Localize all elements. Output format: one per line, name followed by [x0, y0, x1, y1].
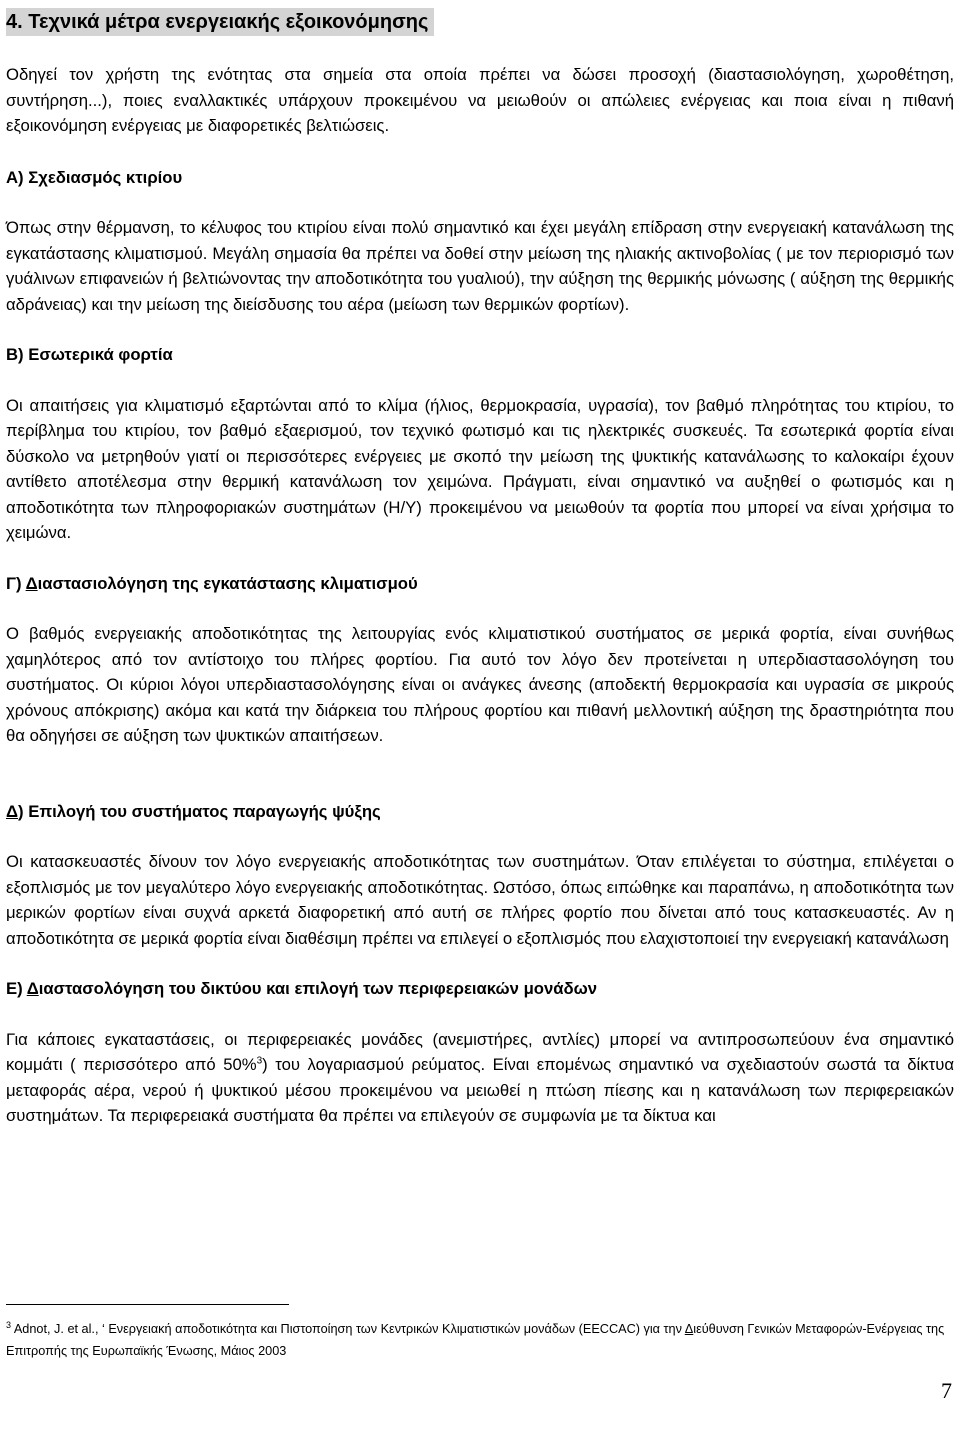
page-number: 7 [941, 1378, 952, 1403]
section-b-heading: Β) Εσωτερικά φορτία [6, 345, 173, 364]
footnote-number: 3 [6, 1319, 12, 1330]
section-c-heading [6, 571, 954, 597]
section-c-heading-prefix: Γ) [6, 573, 26, 593]
footnote-reference[interactable]: 3 [256, 1055, 263, 1067]
section-d-heading [6, 799, 954, 825]
section-c-paragraph: Ο βαθμός ενεργειακής αποδοτικότητας της λειτουργίας ενός κλιματιστικού συστήματος σε μερικά φορτία, είναι συνήθως χαμηλότερος από τον αντίστοιχο του πλήρες φορτίου. Για αυτό τον λόγο δεν προτείνεται η υπερδιαστασολόγηση του συστήματος. Οι κύριοι λόγοι υπερδιαστασολόγησης είναι οι ανάγκες άνεσης (αποδεκτή θερμοκρασία και υγρασία σε μικρούς χρόνους απόκρισης) ακόμα και κατά την διάρκεια του πλήρους φορτίου και πιθανή μελλοντική αύξηση της δραστηριότητα που θα οδηγήσει σε αύξηση των ψυκτικών απαιτήσεων. [6, 624, 954, 745]
section-e-text-after-ref: ) του λογαριασμού ρεύματος. Είναι επομένως σημαντικό να σχεδιαστούν σωστά τα δίκτυα μεταφοράς αέρα, νερού ή ψυκτικού μέσου προκειμένου να μειωθεί η πτώση πίεσης και η κατανάλωση των περιφερειακών συστημάτων. Τα περιφερειακά συστήματα θα πρέπει να επιλεγούν σε συμφωνία με τα δίκτυα και [6, 1055, 954, 1125]
footnote-authors: Adnot, J. et al. [11, 1322, 95, 1336]
section-e-paragraph [6, 1027, 954, 1129]
section-d-heading-rest: ) Επιλογή του συστήματος παραγωγής ψύξης [18, 801, 381, 821]
footnote-text: , ‘ Ενεργειακή αποδοτικότητα και Πιστοποίηση των Κεντρικών Κλιματιστικών μονάδων (EECCAC) για την [94, 1322, 685, 1336]
footnote-divider [6, 1304, 289, 1305]
chapter-title: 4. Τεχνικά μέτρα ενεργειακής εξοικονόμησης [6, 8, 434, 36]
section-d-paragraph: Οι κατασκευαστές δίνουν τον λόγο ενεργειακής αποδοτικότητας των συστημάτων. Όταν επιλέγεται το σύστημα, επιλέγεται ο εξοπλισμός με τον μεγαλύτερο λόγο ενεργειακής αποδοτικότητας. Ωστόσο, όπως ειπώθηκε και παραπάνω, η αποδοτικότητα των μερικών φορτίων είναι συχνά αρκετά διαφορετική από αυτή σε πλήρες φορτίο που δίνεται από τους κατασκευαστές. Αν η αποδοτικότητα σε μερικά φορτία είναι διαθέσιμη πρέπει να επιλεγεί ο εξοπλισμός που ελαχιστοποιεί την ενεργειακή κατανάλωση [6, 852, 954, 948]
footnote-underlined: Δ [684, 1322, 694, 1336]
footnote-text-rest: ιεύθυνση Γενικών Μεταφορών-Ενέργειας της Επιτροπής της Ευρωπαϊκής Ένωσης, Μάιος 2003 [6, 1322, 945, 1358]
intro-paragraph: Οδηγεί τον χρήστη της ενότητας στα σημεία στα οποία πρέπει να δώσει προσοχή (διαστασιολόγηση, χωροθέτηση, συντήρηση...), ποιες εναλλακτικές υπάρχουν προκειμένου να μειωθούν οι απώλειες ενέργειας και ποια είναι η πιθανή εξοικονόμηση ενέργειας με διαφορετικές βελτιώσεις. [6, 65, 954, 135]
section-e-heading [6, 976, 954, 1002]
section-a-heading: Α) Σχεδιασμός κτιρίου [6, 167, 183, 187]
section-a-paragraph: Όπως στην θέρμανση, το κέλυφος του κτιρίου είναι πολύ σημαντικό και έχει μεγάλη επίδραση στην ενεργειακή κατανάλωση της εγκατάστασης κλιματισμού. Μεγάλη σημασία θα πρέπει να δοθεί στην μείωση της ηλιακής ακτινοβολίας ( με τον περιορισμό των γυάλινων επιφανειών ή βελτιώνοντας την αποδοτικότητα του γυαλιού), την αύξηση της θερμικής μόνωσης ( αύξηση της θερμικής αδράνειας) και την μείωση της διείσδυσης του αέρα (μείωση των θερμικών φορτίων). [6, 218, 954, 314]
section-e-text-before-ref: Για κάποιες εγκαταστάσεις, οι περιφερειακές μονάδες (ανεμιστήρες, αντλίες) μπορεί να αντιπροσωπεύουν ένα σημαντικό κομμάτι ( περισσότερο από 50% [6, 1029, 954, 1074]
section-c-heading-underlined: Δ [25, 573, 38, 593]
section-c-heading-rest: ιαστασιολόγηση της εγκατάστασης κλιματισμού [37, 573, 418, 593]
section-b-paragraph: Οι απαιτήσεις για κλιματισμό εξαρτώνται από το κλίμα (ήλιος, θερμοκρασία, υγρασία), τον βαθμό πληρότητας του κτιρίου, το περίβλημα του κτιρίου, τον βαθμό εξαερισμού, τον τεχνικό φωτισμό και τις ηλεκτρικές συσκευές. Τα εσωτερικά φορτία είναι δύσκολο να μετρηθούν γιατί οι περισσότερες ενέργειες με σκοπό την μείωση της ψυκτικής κατανάλωσης το καλοκαίρι έχουν αντίθετο αποτέλεσμα στην θερμική κατανάλωση τον χειμώνα. Πράγματι, είναι σημαντικό να αυξηθεί ο φωτισμός και η αποδοτικότητα των πληροφοριακών συστημάτων (Η/Υ) προκειμένου να μειωθούν τα φορτία που μπορεί να είναι χρήσιμα το χειμώνα. [6, 395, 954, 542]
section-e-heading-prefix: Ε) [6, 979, 27, 998]
document-page [6, 0, 954, 1129]
section-e-heading-rest: ιαστασολόγηση του δικτύου και επιλογή των περιφερειακών μονάδων [38, 979, 598, 998]
section-e-heading-underlined: Δ [26, 979, 39, 998]
section-d-heading-underlined: Δ [6, 801, 18, 821]
footnote [6, 1318, 946, 1362]
